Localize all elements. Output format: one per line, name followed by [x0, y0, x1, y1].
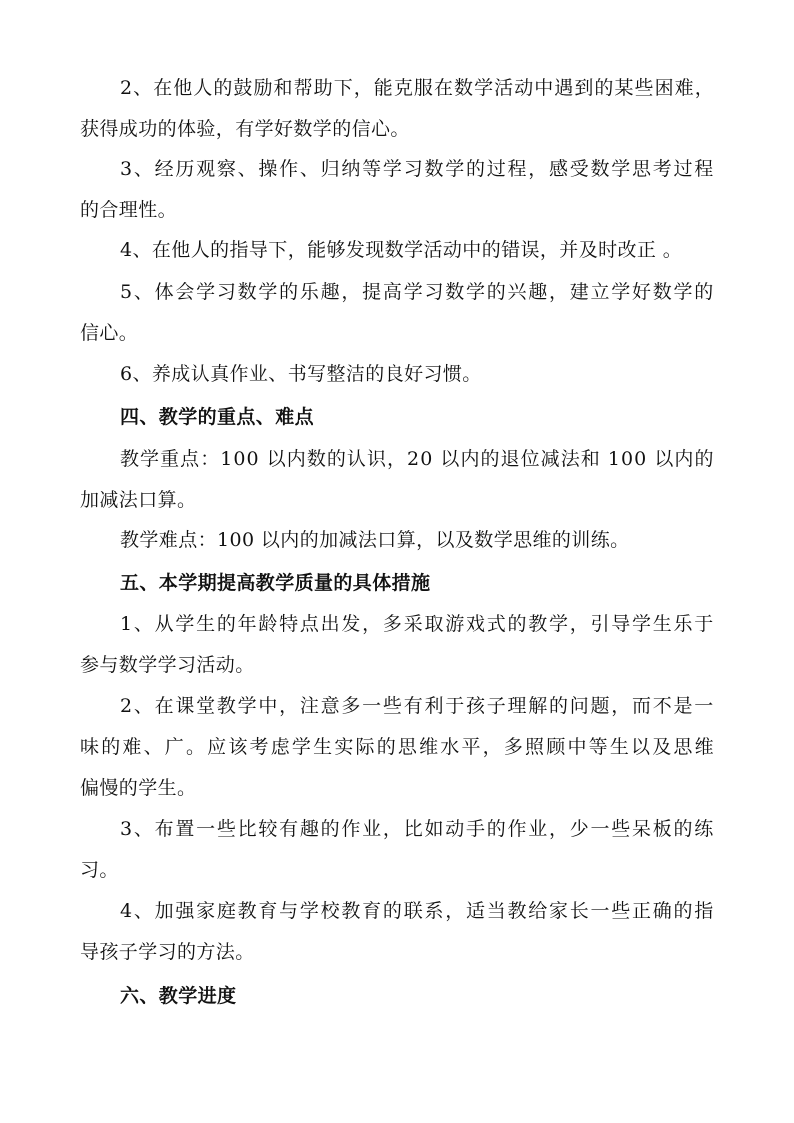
- paragraph-line: 教学难点：100 以内的加减法口算，以及数学思维的训练。: [120, 529, 630, 551]
- paragraph-line: 参与数学学习活动。: [80, 654, 255, 676]
- paragraph-line: 信心。: [80, 322, 139, 344]
- paragraph-line: 加减法口算。: [80, 489, 197, 511]
- paragraph-line: 2、在他人的鼓励和帮助下，能克服在数学活动中遇到的某些困难，: [120, 77, 715, 99]
- section-heading: 六、教学进度: [120, 985, 237, 1007]
- paragraph-line: 3、布置一些比较有趣的作业，比如动手的作业，少一些呆板的练: [120, 818, 716, 840]
- section-heading: 四、教学的重点、难点: [120, 406, 315, 428]
- paragraph-line: 4、在他人的指导下，能够发现数学活动中的错误，并及时改正 。: [120, 239, 683, 261]
- paragraph-line: 5、体会学习数学的乐趣，提高学习数学的兴趣，建立学好数学的: [120, 281, 716, 303]
- paragraph-line: 的合理性。: [80, 199, 178, 221]
- paragraph-line: 3、经历观察、操作、归纳等学习数学的过程，感受数学思考过程: [120, 158, 716, 180]
- paragraph-line: 2、在课堂教学中，注意多一些有利于孩子理解的问题，而不是一: [120, 695, 716, 717]
- section-heading: 五、本学期提高教学质量的具体措施: [120, 572, 431, 594]
- paragraph-line: 偏慢的学生。: [80, 777, 197, 799]
- paragraph-line: 6、养成认真作业、书写整洁的良好习惯。: [120, 363, 482, 385]
- paragraph-line: 味的难、广。应该考虑学生实际的思维水平，多照顾中等生以及思维: [80, 736, 716, 758]
- paragraph-line: 导孩子学习的方法。: [80, 941, 255, 963]
- paragraph-line: 教学重点：100 以内数的认识，20 以内的退位减法和 100 以内的: [120, 448, 715, 470]
- paragraph-line: 习。: [80, 859, 119, 881]
- paragraph-line: 获得成功的体验，有学好数学的信心。: [80, 118, 410, 140]
- paragraph-line: 1、从学生的年龄特点出发，多采取游戏式的教学，引导学生乐于: [120, 613, 716, 635]
- paragraph-line: 4、加强家庭教育与学校教育的联系，适当教给家长一些正确的指: [120, 900, 716, 922]
